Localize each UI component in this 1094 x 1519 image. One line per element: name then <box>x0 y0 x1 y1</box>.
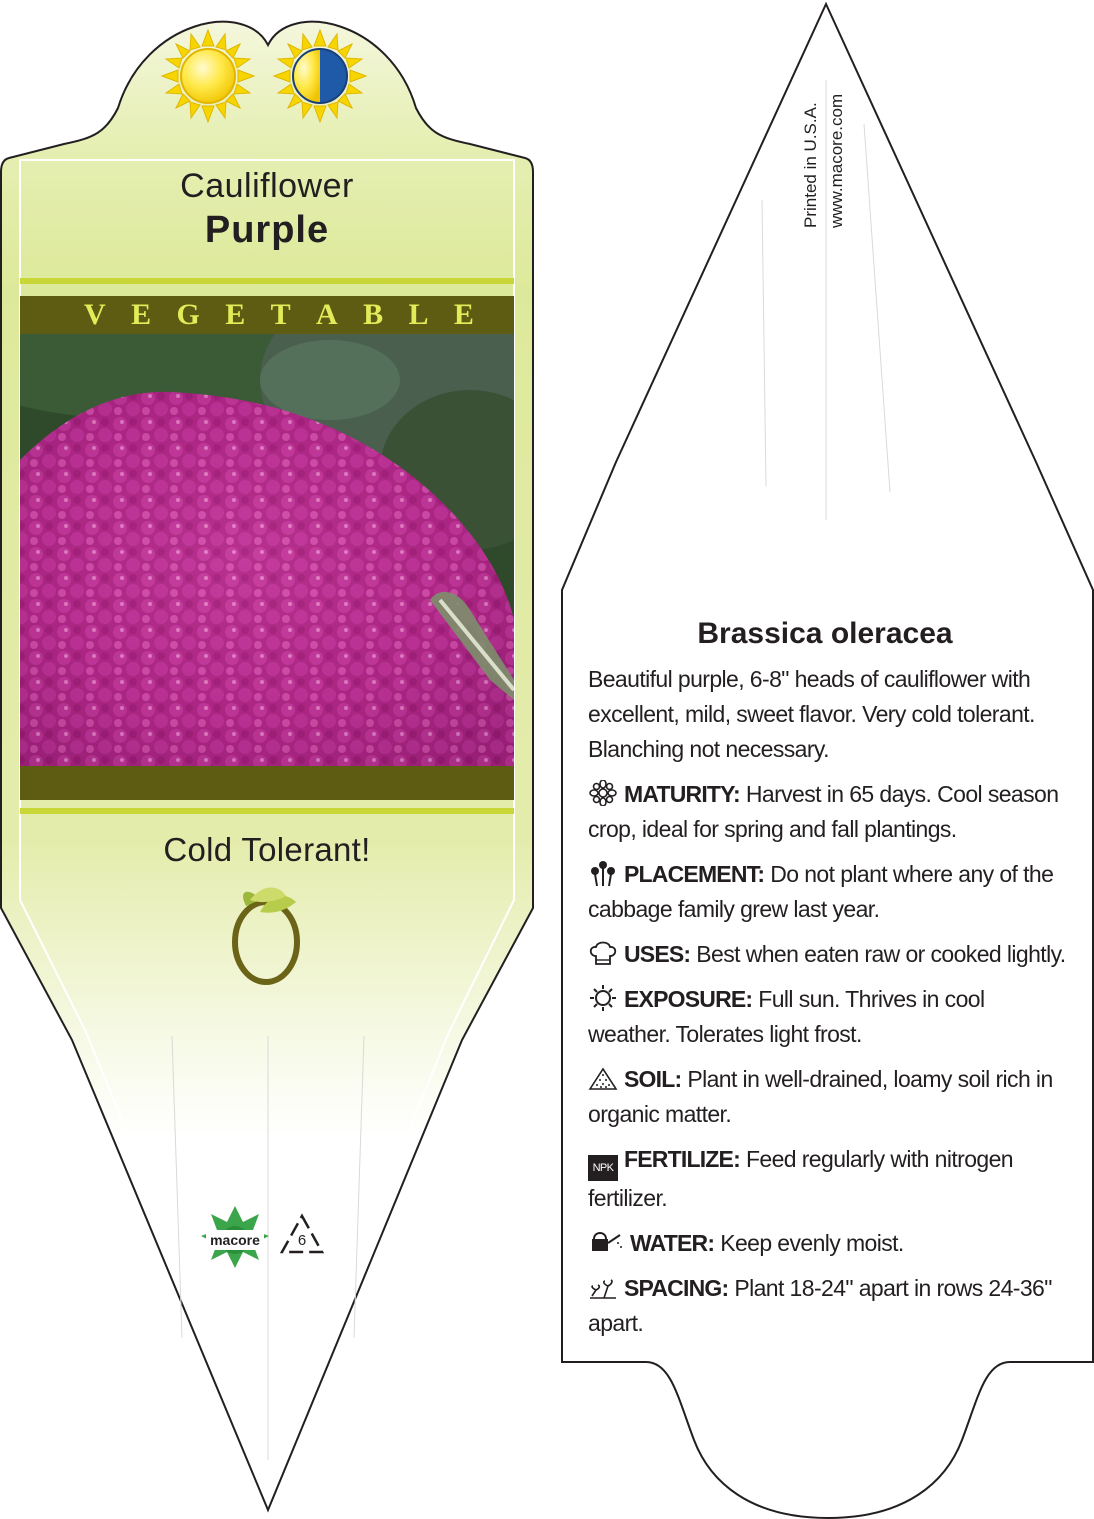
care-text: Keep evenly moist. <box>720 1230 904 1256</box>
variety-name: Purple <box>204 209 330 251</box>
category-letter: E <box>225 298 246 331</box>
category-label <box>20 296 514 334</box>
lime-rule-top <box>20 278 514 284</box>
chef-hat-icon <box>588 940 618 966</box>
watering-can-icon <box>588 1229 624 1255</box>
care-text: Best when eaten raw or cooked lightly. <box>696 941 1066 967</box>
npk-fertilizer-icon: NPK <box>588 1155 618 1181</box>
category-letter: T <box>270 298 291 331</box>
care-instructions <box>588 662 1068 1351</box>
cauliflower-photo <box>0 270 580 766</box>
category-letter: E <box>131 298 152 331</box>
category-letter: A <box>316 298 338 331</box>
care-label: PLACEMENT: <box>624 861 765 887</box>
category-letter: E <box>453 298 474 331</box>
care-item-water <box>588 1226 1068 1261</box>
recycle-code: 6 <box>297 1232 307 1249</box>
care-label: FERTILIZE: <box>624 1146 740 1172</box>
care-text: Plant in well-drained, loamy soil rich in organic matter. <box>588 1066 1053 1127</box>
category-letter: G <box>176 298 200 331</box>
care-text: Plant 18-24" apart in rows 24-36" apart. <box>588 1275 1052 1336</box>
print-info <box>798 58 850 228</box>
care-label: SOIL: <box>624 1066 682 1092</box>
spacing-seedlings-icon <box>588 1274 618 1300</box>
placement-flowers-icon <box>588 860 618 886</box>
category-band <box>20 296 514 334</box>
soil-pile-icon <box>588 1065 618 1091</box>
care-label: USES: <box>624 941 691 967</box>
care-item-placement <box>588 857 1068 927</box>
care-text: Feed regularly with nitrogen fertilizer. <box>588 1146 1013 1211</box>
tagline: Cold Tolerant! <box>163 831 371 868</box>
botanical-name: Brassica oleracea <box>697 617 953 650</box>
website-text: www.macore.com <box>827 93 846 228</box>
care-text: Full sun. Thrives in cool weather. Tolerates light frost. <box>588 986 985 1047</box>
care-text: Do not plant where any of the cabbage family grew last year. <box>588 861 1054 922</box>
care-item-fertilize <box>588 1142 1068 1216</box>
care-label: SPACING: <box>624 1275 729 1301</box>
care-label: WATER: <box>630 1230 715 1256</box>
care-label: MATURITY: <box>624 781 740 807</box>
part-sun-icon <box>274 30 366 122</box>
maturity-flower-icon <box>588 780 618 806</box>
care-item-maturity <box>588 777 1068 847</box>
category-letter: B <box>363 298 384 331</box>
description-text: Beautiful purple, 6-8" heads of cauliflower with excellent, mild, sweet flavor. Very cold tolerant. Blanching not necessary. <box>588 666 1035 762</box>
printed-in-text: Printed in U.S.A. <box>801 102 820 228</box>
care-item-exposure <box>588 982 1068 1052</box>
lime-rule-bottom <box>20 808 514 814</box>
care-label: EXPOSURE: <box>624 986 753 1012</box>
category-letter: L <box>408 298 429 331</box>
care-item-soil <box>588 1062 1068 1132</box>
sun-outline-icon <box>588 985 618 1011</box>
care-item-uses <box>588 937 1068 972</box>
care-item-spacing <box>588 1271 1068 1341</box>
category-letter: V <box>84 298 106 331</box>
macore-wordmark: macore <box>206 1230 264 1250</box>
common-name: Cauliflower <box>180 167 354 205</box>
photo-bottom-band <box>20 766 514 800</box>
full-sun-icon <box>162 30 254 122</box>
care-text: Harvest in 65 days. Cool season crop, ideal for spring and fall plantings. <box>588 781 1059 842</box>
